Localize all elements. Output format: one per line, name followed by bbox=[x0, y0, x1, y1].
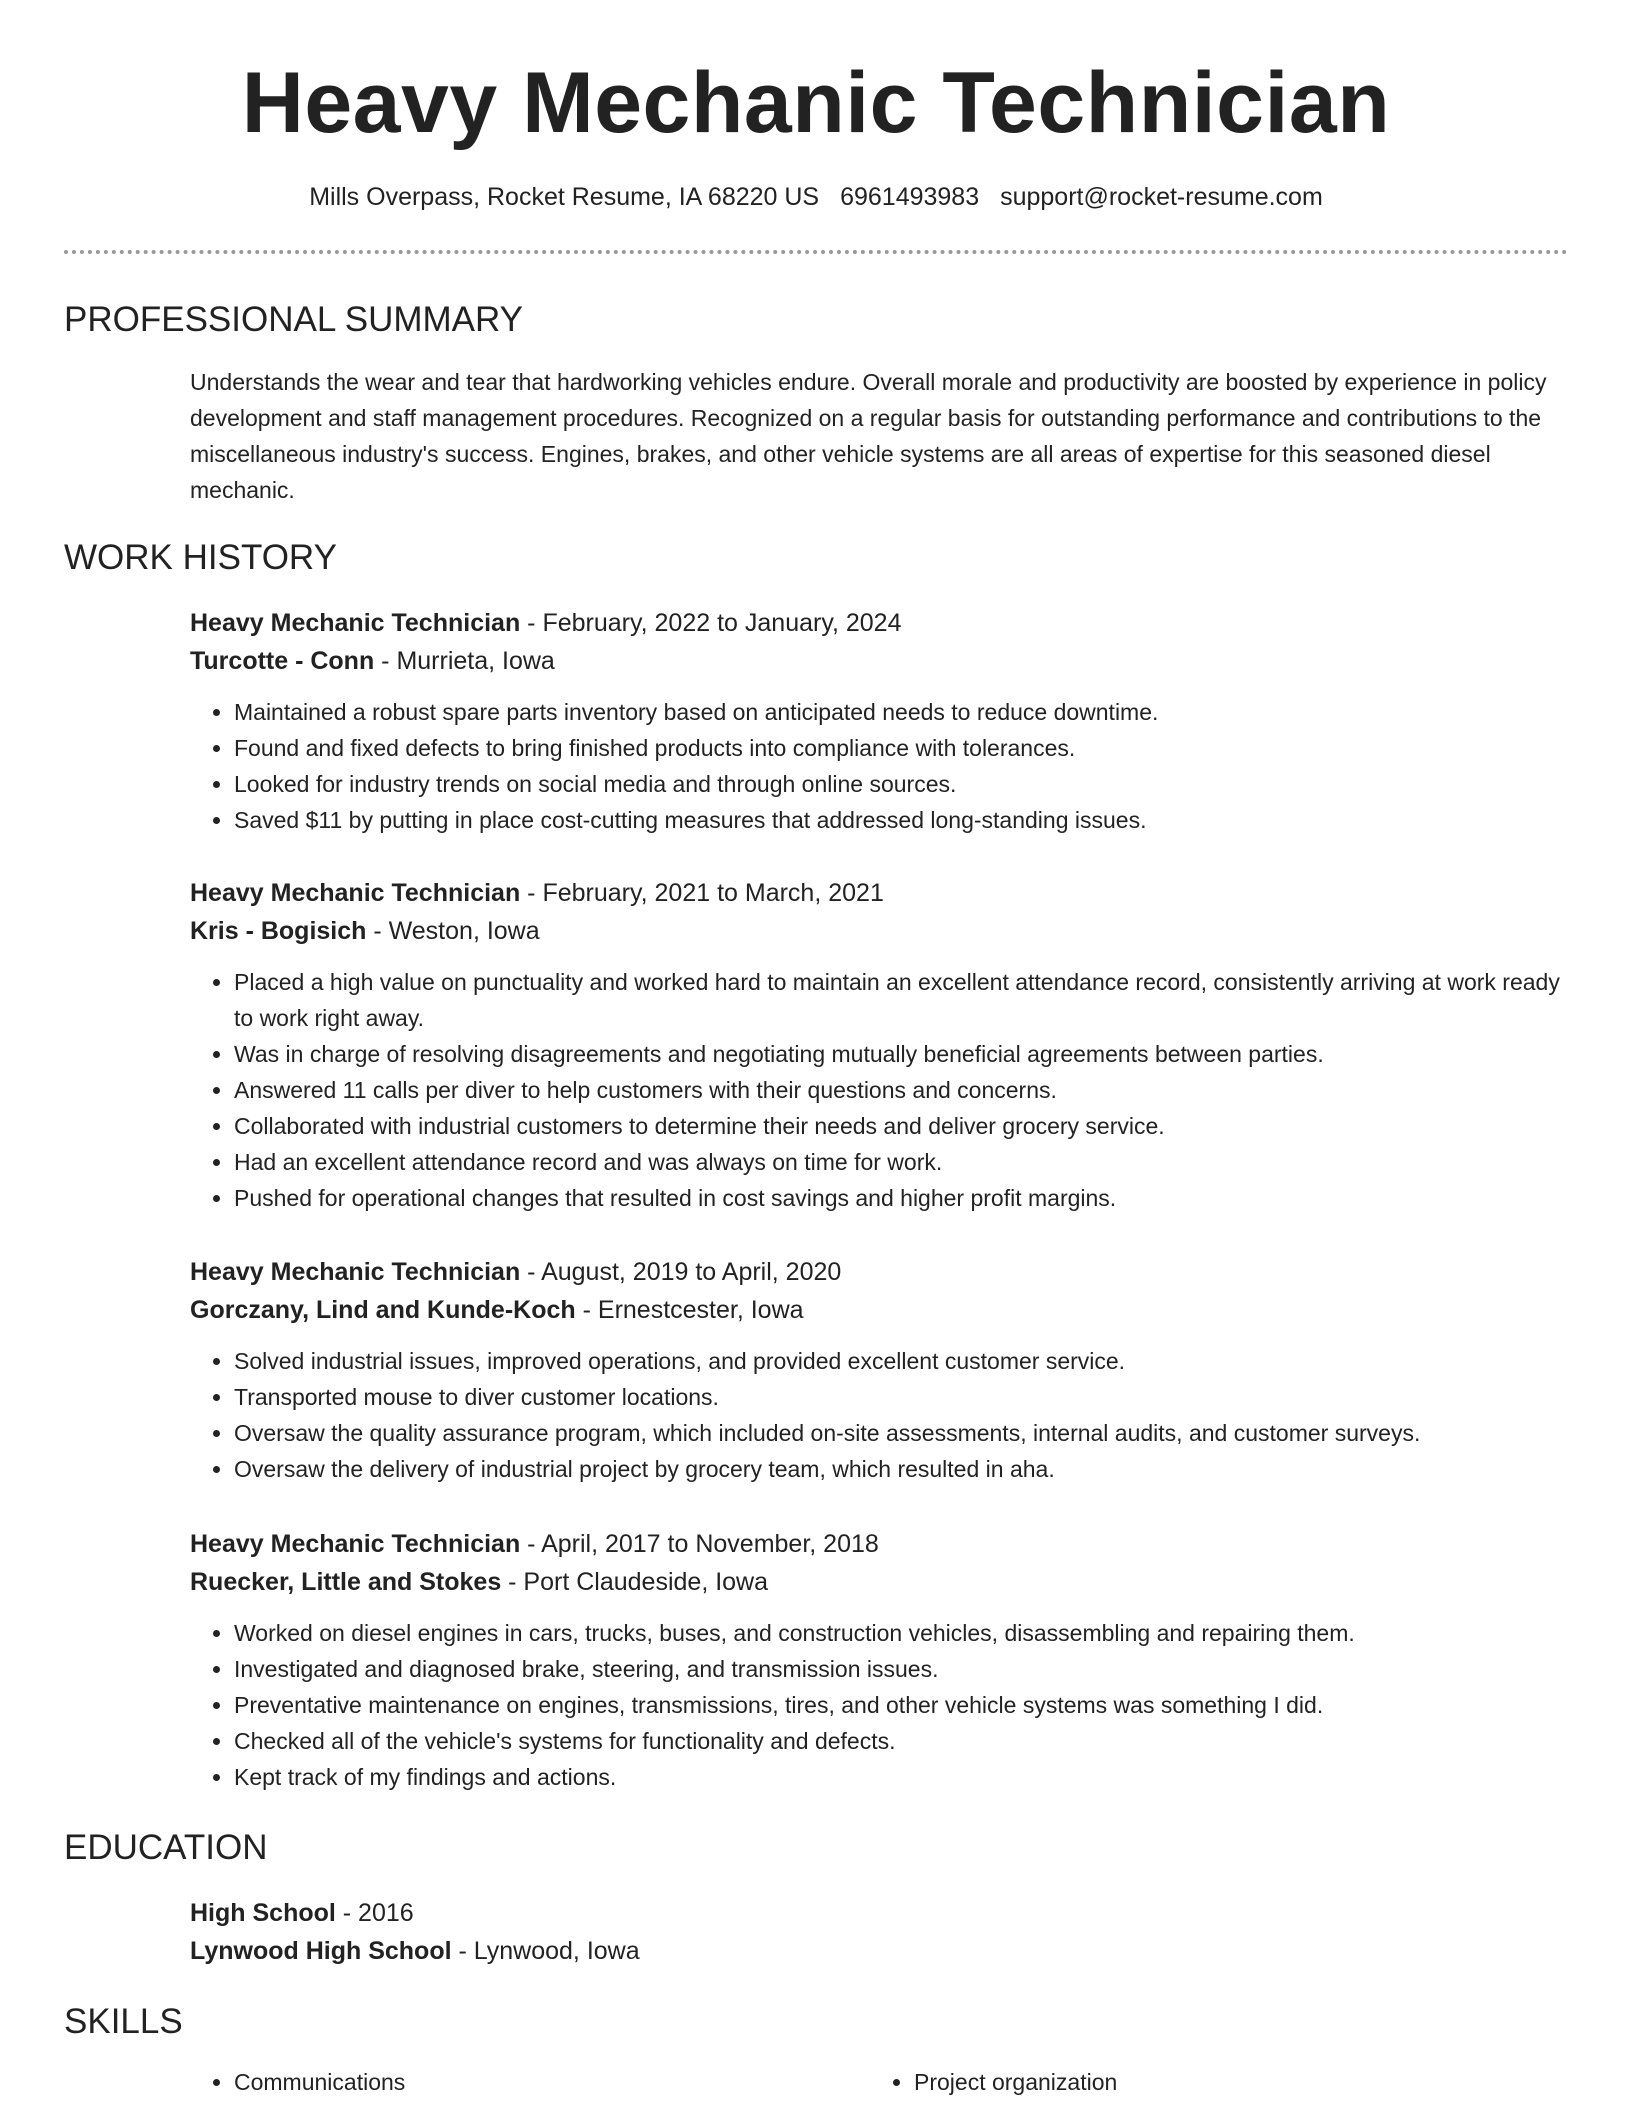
job-company: Ruecker, Little and Stokes bbox=[190, 1568, 502, 1596]
job-dates: - February, 2021 to March, 2021 bbox=[520, 879, 884, 907]
skills-list-left bbox=[190, 2064, 790, 2100]
skills-list-right bbox=[870, 2064, 1470, 2100]
contact-email: support@rocket-resume.com bbox=[1000, 183, 1323, 211]
job-role: Heavy Mechanic Technician bbox=[190, 879, 521, 907]
job-title-line bbox=[190, 604, 1562, 642]
bullet-item: • Collaborated with industrial customers to determine their needs and deliver grocery service. bbox=[234, 1108, 1562, 1144]
bullet-item: • Found and fixed defects to bring finished products into compliance with tolerances. bbox=[234, 730, 1562, 766]
job-role: Heavy Mechanic Technician bbox=[190, 609, 521, 637]
contact-line bbox=[0, 180, 1632, 214]
bullet-item: • Oversaw the delivery of industrial project by grocery team, which resulted in aha. bbox=[234, 1451, 1562, 1487]
education-entry bbox=[190, 1894, 1562, 1970]
job-role: Heavy Mechanic Technician bbox=[190, 1258, 521, 1286]
job-location: - Weston, Iowa bbox=[366, 917, 540, 945]
job-entry bbox=[190, 1525, 1562, 1795]
education-year: - 2016 bbox=[335, 1899, 414, 1927]
bullet-item: • Pushed for operational changes that resulted in cost savings and higher profit margins. bbox=[234, 1180, 1562, 1216]
job-role: Heavy Mechanic Technician bbox=[190, 1530, 521, 1558]
job-company: Gorczany, Lind and Kunde-Koch bbox=[190, 1296, 576, 1324]
candidate-name: Heavy Mechanic Technician bbox=[241, 55, 1391, 151]
bullet-item: • Placed a high value on punctuality and worked hard to maintain an excellent attendance record, consistently arriving at work ready to work right away. bbox=[234, 964, 1562, 1036]
education-degree-line bbox=[190, 1894, 1562, 1932]
bullet-item: • Solved industrial issues, improved operations, and provided excellent customer service. bbox=[234, 1343, 1562, 1379]
job-company-line bbox=[190, 1563, 1562, 1601]
job-company: Kris - Bogisich bbox=[190, 917, 367, 945]
summary-text: Understands the wear and tear that hardworking vehicles endure. Overall morale and productivity are boosted by experience in policy development and staff management procedures. Recognized on a regular basis for outstanding performance and contributions to the miscellaneous industry's success. Engines, brakes, and other vehicle systems are all areas of expertise for this seasoned diesel mechanic. bbox=[190, 369, 1547, 503]
bullet-item: • Worked on diesel engines in cars, trucks, buses, and construction vehicles, disassembling and repairing them. bbox=[234, 1615, 1562, 1651]
bullet-item: • Was in charge of resolving disagreements and negotiating mutually beneficial agreements between parties. bbox=[234, 1036, 1562, 1072]
job-company: Turcotte - Conn bbox=[190, 647, 375, 675]
work-history-heading: WORK HISTORY bbox=[64, 538, 337, 577]
job-bullets bbox=[190, 1343, 1562, 1487]
job-company-line bbox=[190, 642, 1562, 680]
education-heading: EDUCATION bbox=[64, 1828, 268, 1867]
job-bullets bbox=[190, 694, 1562, 838]
contact-phone: 6961493983 bbox=[840, 183, 980, 211]
contact-address: Mills Overpass, Rocket Resume, IA 68220 US bbox=[309, 183, 820, 211]
bullet-item: • Investigated and diagnosed brake, steering, and transmission issues. bbox=[234, 1651, 1562, 1687]
bullet-item: • Transported mouse to diver customer locations. bbox=[234, 1379, 1562, 1415]
skills-column-right bbox=[870, 2064, 1470, 2100]
job-bullets bbox=[190, 1615, 1562, 1795]
summary-section bbox=[190, 364, 1562, 508]
job-location: - Port Claudeside, Iowa bbox=[501, 1568, 769, 1596]
education-school-line bbox=[190, 1932, 1562, 1970]
job-company-line bbox=[190, 1291, 1562, 1329]
bullet-item: • Looked for industry trends on social media and through online sources. bbox=[234, 766, 1562, 802]
job-dates: - February, 2022 to January, 2024 bbox=[520, 609, 902, 637]
job-title-line bbox=[190, 1525, 1562, 1563]
skill-item: • Project organization bbox=[914, 2064, 1470, 2100]
bullet-item: • Had an excellent attendance record and was always on time for work. bbox=[234, 1144, 1562, 1180]
job-location: - Ernestcester, Iowa bbox=[575, 1296, 804, 1324]
education-location: - Lynwood, Iowa bbox=[451, 1937, 640, 1965]
job-entry bbox=[190, 874, 1562, 1216]
summary-heading: PROFESSIONAL SUMMARY bbox=[64, 300, 523, 339]
bullet-item: • Kept track of my findings and actions. bbox=[234, 1759, 1562, 1795]
job-title-line bbox=[190, 874, 1562, 912]
bullet-item: • Checked all of the vehicle's systems for functionality and defects. bbox=[234, 1723, 1562, 1759]
header-divider bbox=[64, 250, 1568, 254]
education-degree: High School bbox=[190, 1899, 336, 1927]
skills-column-left bbox=[190, 2064, 790, 2100]
skills-heading: SKILLS bbox=[64, 2002, 183, 2041]
job-dates: - April, 2017 to November, 2018 bbox=[520, 1530, 879, 1558]
skill-item: • Communications bbox=[234, 2064, 790, 2100]
bullet-item: • Saved $11 by putting in place cost-cutting measures that addressed long-standing issues. bbox=[234, 802, 1562, 838]
job-dates: - August, 2019 to April, 2020 bbox=[520, 1258, 842, 1286]
skills-section bbox=[190, 2064, 1562, 2112]
bullet-item: • Preventative maintenance on engines, transmissions, tires, and other vehicle systems was something I did. bbox=[234, 1687, 1562, 1723]
bullet-item: • Maintained a robust spare parts inventory based on anticipated needs to reduce downtime. bbox=[234, 694, 1562, 730]
job-company-line bbox=[190, 912, 1562, 950]
bullet-item: • Answered 11 calls per diver to help customers with their questions and concerns. bbox=[234, 1072, 1562, 1108]
job-location: - Murrieta, Iowa bbox=[374, 647, 555, 675]
job-title-line bbox=[190, 1253, 1562, 1291]
education-school: Lynwood High School bbox=[190, 1937, 452, 1965]
job-bullets bbox=[190, 964, 1562, 1216]
job-entry bbox=[190, 604, 1562, 838]
job-entry bbox=[190, 1253, 1562, 1487]
bullet-item: • Oversaw the quality assurance program, which included on-site assessments, internal audits, and customer surveys. bbox=[234, 1415, 1562, 1451]
